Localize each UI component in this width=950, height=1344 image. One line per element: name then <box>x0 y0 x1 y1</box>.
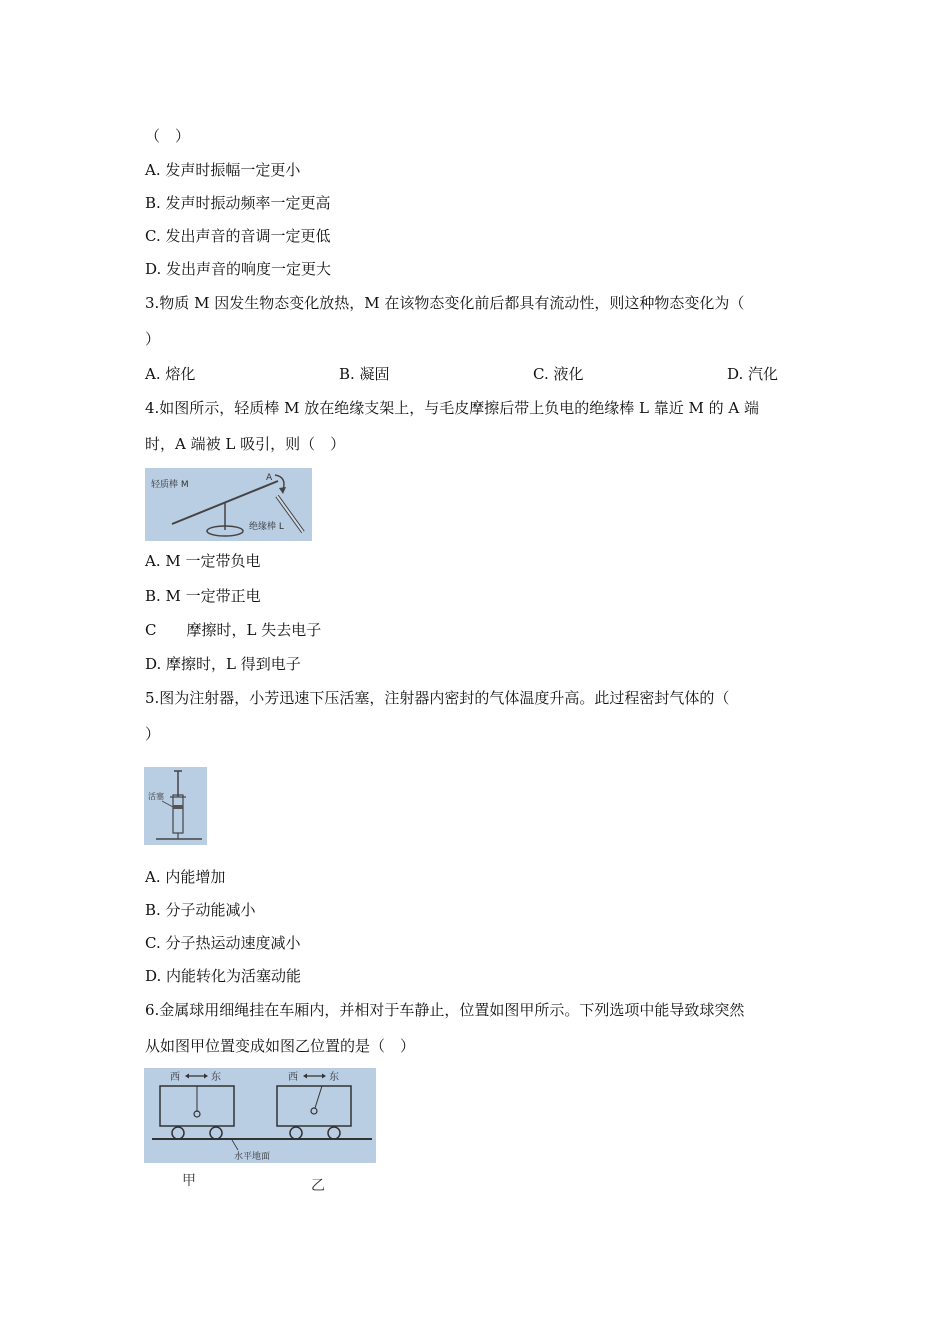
q6-stem-line2: 从如图甲位置变成如图乙位置的是（ ） <box>145 1037 416 1055</box>
q4-option-a: A. M 一定带负电 <box>145 552 261 570</box>
q5-stem-line1: 5.图为注射器，小芳迅速下压活塞，注射器内密封的气体温度升高。此过程密封气体的（ <box>145 689 730 707</box>
q5-stem-line2: ） <box>145 725 161 743</box>
q2-option-c: C. 发出声音的音调一定更低 <box>145 227 331 245</box>
q4-stem-line2: 时，A 端被 L 吸引，则（ ） <box>145 435 346 453</box>
q4-option-b: B. M 一定带正电 <box>145 587 261 605</box>
q3-option-c: C. 液化 <box>533 365 584 383</box>
label-piston: 活塞 <box>148 792 164 801</box>
q5-option-a: A. 内能增加 <box>145 868 226 886</box>
label-end-a: A <box>266 473 273 483</box>
piston <box>173 805 183 809</box>
q6-stem-line1: 6.金属球用细绳挂在车厢内，并相对于车静止，位置如图甲所示。下列选项中能导致球突然 <box>145 1001 745 1019</box>
q4-option-d: D. 摩擦时，L 得到电子 <box>145 655 301 673</box>
carriage-jia <box>160 1074 234 1140</box>
caption-yi: 乙 <box>311 1178 325 1194</box>
label-west-left: 西 <box>170 1072 180 1083</box>
q5-option-c: C. 分子热运动速度减小 <box>145 934 301 952</box>
q3-option-a: A. 熔化 <box>145 365 196 383</box>
q2-option-d: D. 发出声音的响度一定更大 <box>145 260 332 278</box>
label-west-right: 西 <box>288 1072 298 1083</box>
q2-answer-bracket: （ ） <box>145 127 191 145</box>
q3-stem-line2: ） <box>145 330 161 348</box>
q3-option-d: D. 汽化 <box>727 365 779 383</box>
q5-option-d: D. 内能转化为活塞动能 <box>145 967 302 985</box>
q3-stem-line1: 3.物质 M 因发生物态变化放热，M 在该物态变化前后都具有流动性，则这种物态变化为（ <box>145 294 745 312</box>
q3-option-b: B. 凝固 <box>339 365 390 383</box>
carriage-yi <box>277 1074 351 1140</box>
q2-option-b: B. 发声时振动频率一定更高 <box>145 194 331 212</box>
arrow-head-icon <box>279 487 286 494</box>
label-ground: 水平地面 <box>234 1152 271 1162</box>
q6-figure-carriages <box>144 1068 376 1163</box>
q4-option-c: C 摩擦时，L 失去电子 <box>145 621 322 639</box>
label-rod-l: 绝缘棒 L <box>249 522 284 532</box>
caption-jia: 甲 <box>182 1173 196 1189</box>
q2-option-a: A. 发声时振幅一定更小 <box>145 161 301 179</box>
label-east-left: 东 <box>211 1072 221 1083</box>
q5-option-b: B. 分子动能减小 <box>145 901 256 919</box>
syringe-barrel <box>173 795 183 833</box>
q5-figure-syringe <box>144 767 207 845</box>
label-rod-m: 轻质棒 M <box>151 480 189 490</box>
q4-figure-rod-on-stand <box>145 468 312 541</box>
q4-stem-line1: 4.如图所示，轻质棒 M 放在绝缘支架上，与毛皮摩擦后带上负电的绝缘棒 L 靠近 M 的 A 端 <box>145 399 759 417</box>
label-east-right: 东 <box>329 1072 339 1083</box>
